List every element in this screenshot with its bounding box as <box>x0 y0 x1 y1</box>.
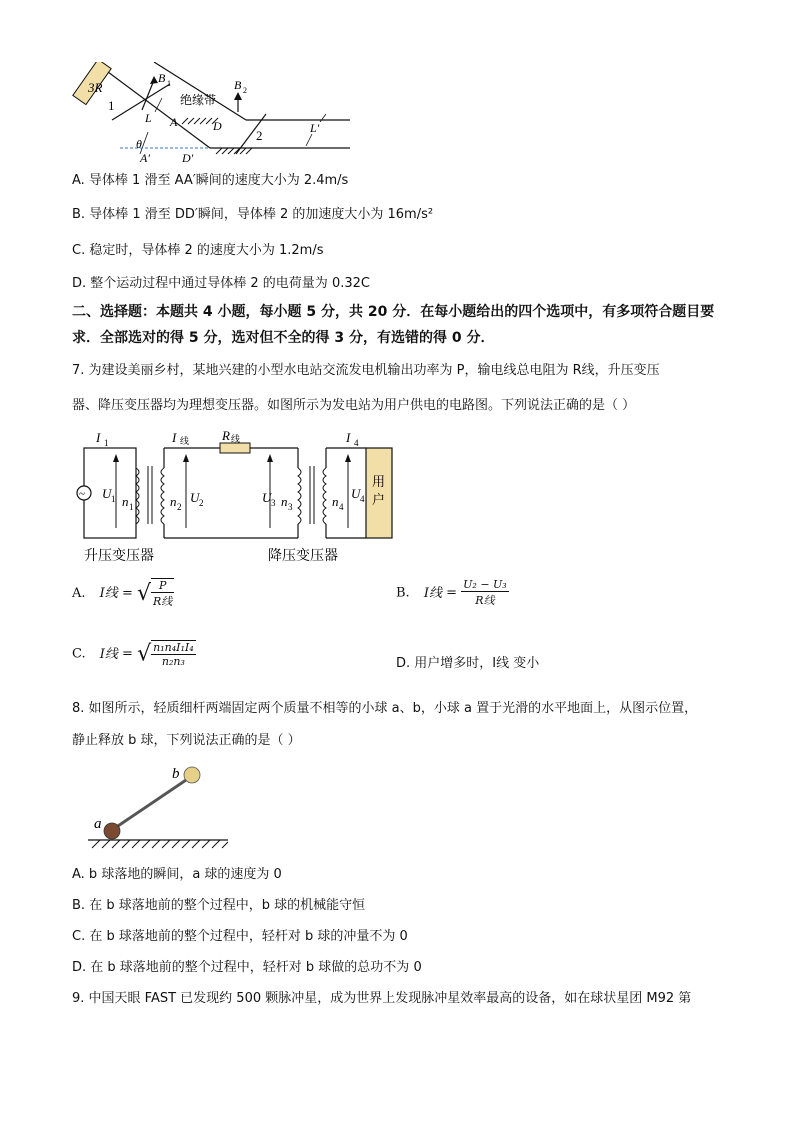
q8-option-b: B. 在 b 球落地前的整个过程中，b 球的机械能守恒 <box>72 898 366 913</box>
u2-label: U <box>190 490 200 505</box>
q7-c-i: I线 <box>99 646 118 662</box>
u1-label: U <box>102 486 112 501</box>
q7-a-i: I线 <box>99 586 118 601</box>
n4-sub: 4 <box>339 502 344 512</box>
u4-label: U <box>351 486 361 501</box>
i-line-sub: 线 <box>180 437 190 447</box>
q7-option-d: D. 用户增多时，I线 变小 <box>396 656 540 671</box>
q7-b-i: I线 <box>423 585 442 601</box>
q7-b-label: B. <box>396 585 410 601</box>
theta-label: θ <box>136 137 142 151</box>
ball-b <box>184 767 200 783</box>
q7-b-num: U₂ − U₃ <box>463 578 507 591</box>
q7-option-a: A. I线 = √ $\frac{P}{\text{R线}}$ <box>72 579 173 608</box>
q8-option-a: A. b 球落地的瞬间，a 球的速度为 0 <box>72 867 282 882</box>
point-a: A <box>170 115 178 129</box>
i1-label: I <box>96 430 101 445</box>
q8-stem-line2: 静止释放 b 球，下列说法正确的是（ ） <box>72 733 301 748</box>
q6-option-b: B. 导体棒 1 滑至 DD′瞬间，导体棒 2 的加速度大小为 16m/s² <box>72 207 434 222</box>
step-up-label: 升压变压器 <box>84 549 154 564</box>
b1-label: B <box>158 71 166 85</box>
q6-option-a: A. 导体棒 1 滑至 AA′瞬间的速度大小为 2.4m/s <box>72 173 349 188</box>
q6-figure <box>70 62 360 170</box>
b1-sub: 1 <box>167 79 171 88</box>
sqrt-icon: √ <box>136 581 152 606</box>
q8-option-d: D. 在 b 球落地前的整个过程中，轻杆对 b 球做的总功不为 0 <box>72 960 422 975</box>
sqrt-icon: √ <box>137 641 152 667</box>
point-d-prime: D′ <box>182 151 194 165</box>
ac-source-icon: ~ <box>79 488 85 500</box>
u2-sub: 2 <box>199 498 204 508</box>
n2-sub: 2 <box>177 502 182 512</box>
b2-label: B <box>234 78 242 92</box>
n3-sub: 3 <box>288 502 293 512</box>
n4-label: n <box>332 494 339 509</box>
q7-option-b: B. I线 = $\frac{\text{U₂ − U₃}}{\text{R线}}$ <box>396 578 507 607</box>
n3-label: n <box>281 494 288 509</box>
l-prime-label: L′ <box>310 121 320 135</box>
q7-stem-line1: 7. 为建设美丽乡村，某地兴建的小型水电站交流发电机输出功率为 P，输电线总电阻为 R线，升压变压 <box>72 363 660 378</box>
q7-b-den: R线 <box>475 594 495 607</box>
ball-a <box>104 823 120 839</box>
point-d: D <box>213 119 222 133</box>
q6-option-d: D. 整个运动过程中通过导体棒 2 的电荷量为 0.32C <box>72 276 370 291</box>
rod1-label: 1 <box>108 98 115 113</box>
n2-label: n <box>170 494 177 509</box>
l-label: L <box>145 111 152 125</box>
r-line-label: R <box>222 428 230 443</box>
q7-stem-line2: 器、降压变压器均为理想变压器。如图所示为发电站为用户供电的电路图。下列说法正确的是（ ） <box>72 398 636 413</box>
r-line-sub: 线 <box>231 435 241 445</box>
n1-label: n <box>122 494 129 509</box>
q9-stem-line1: 9. 中国天眼 FAST 已发现约 500 颗脉冲星，成为世界上发现脉冲星效率最高的设备，如在球状星团 M92 第 <box>72 991 692 1006</box>
q8-stem-line1: 8. 如图所示，轻质细杆两端固定两个质量不相等的小球 a、b，小球 a 置于光滑的水平地面上，从图示位置， <box>72 701 698 716</box>
point-a-prime: A′ <box>140 151 150 165</box>
q6-option-c: C. 稳定时，导体棒 2 的速度大小为 1.2m/s <box>72 243 324 258</box>
i4-sub: 4 <box>354 438 359 448</box>
i4-label: I <box>346 430 351 445</box>
ball-a-label: a <box>94 816 102 832</box>
rod2-label: 2 <box>256 128 263 143</box>
i1-sub: 1 <box>104 438 109 448</box>
q8-option-c: C. 在 b 球落地前的整个过程中，轻杆对 b 球的冲量不为 0 <box>72 929 408 944</box>
ball-b-label: b <box>172 766 180 782</box>
user-box-label: 用户 <box>372 474 386 507</box>
q7-circuit-diagram <box>76 428 406 568</box>
q7-c-den: n₂n₃ <box>161 655 185 668</box>
b2-sub: 2 <box>243 86 247 95</box>
q7-option-c: C. I线 = √ $\frac{\text{n₁n₄I₁I₄}}{\text{n₂n₃}}$ <box>72 641 194 668</box>
u3-sub: 3 <box>271 498 276 508</box>
i-line-label: I <box>172 430 177 445</box>
u1-sub: 1 <box>111 494 116 504</box>
resistor-label: 3R <box>88 80 103 95</box>
q7-a-label: A. <box>72 586 86 601</box>
q7-a-den: R线 <box>153 595 173 608</box>
q8-figure <box>88 760 238 852</box>
n1-sub: 1 <box>129 502 134 512</box>
belt-label: 绝缘带 <box>180 93 217 107</box>
u3-label: U <box>262 490 272 505</box>
step-down-label: 降压变压器 <box>268 549 338 564</box>
u4-sub: 4 <box>360 494 365 504</box>
q7-c-num: n₁n₄I₁I₄ <box>153 641 194 654</box>
q7-c-label: C. <box>72 646 86 662</box>
section-2-heading: 二、选择题：本题共 4 小题，每小题 5 分，共 20 分．在每小题给出的四个选项中，有多项符合题目要求．全部选对的得 5 分，选对但不全的得 3 分，有选错的得 0 分． <box>72 304 715 346</box>
q7-a-num: P <box>151 579 174 593</box>
